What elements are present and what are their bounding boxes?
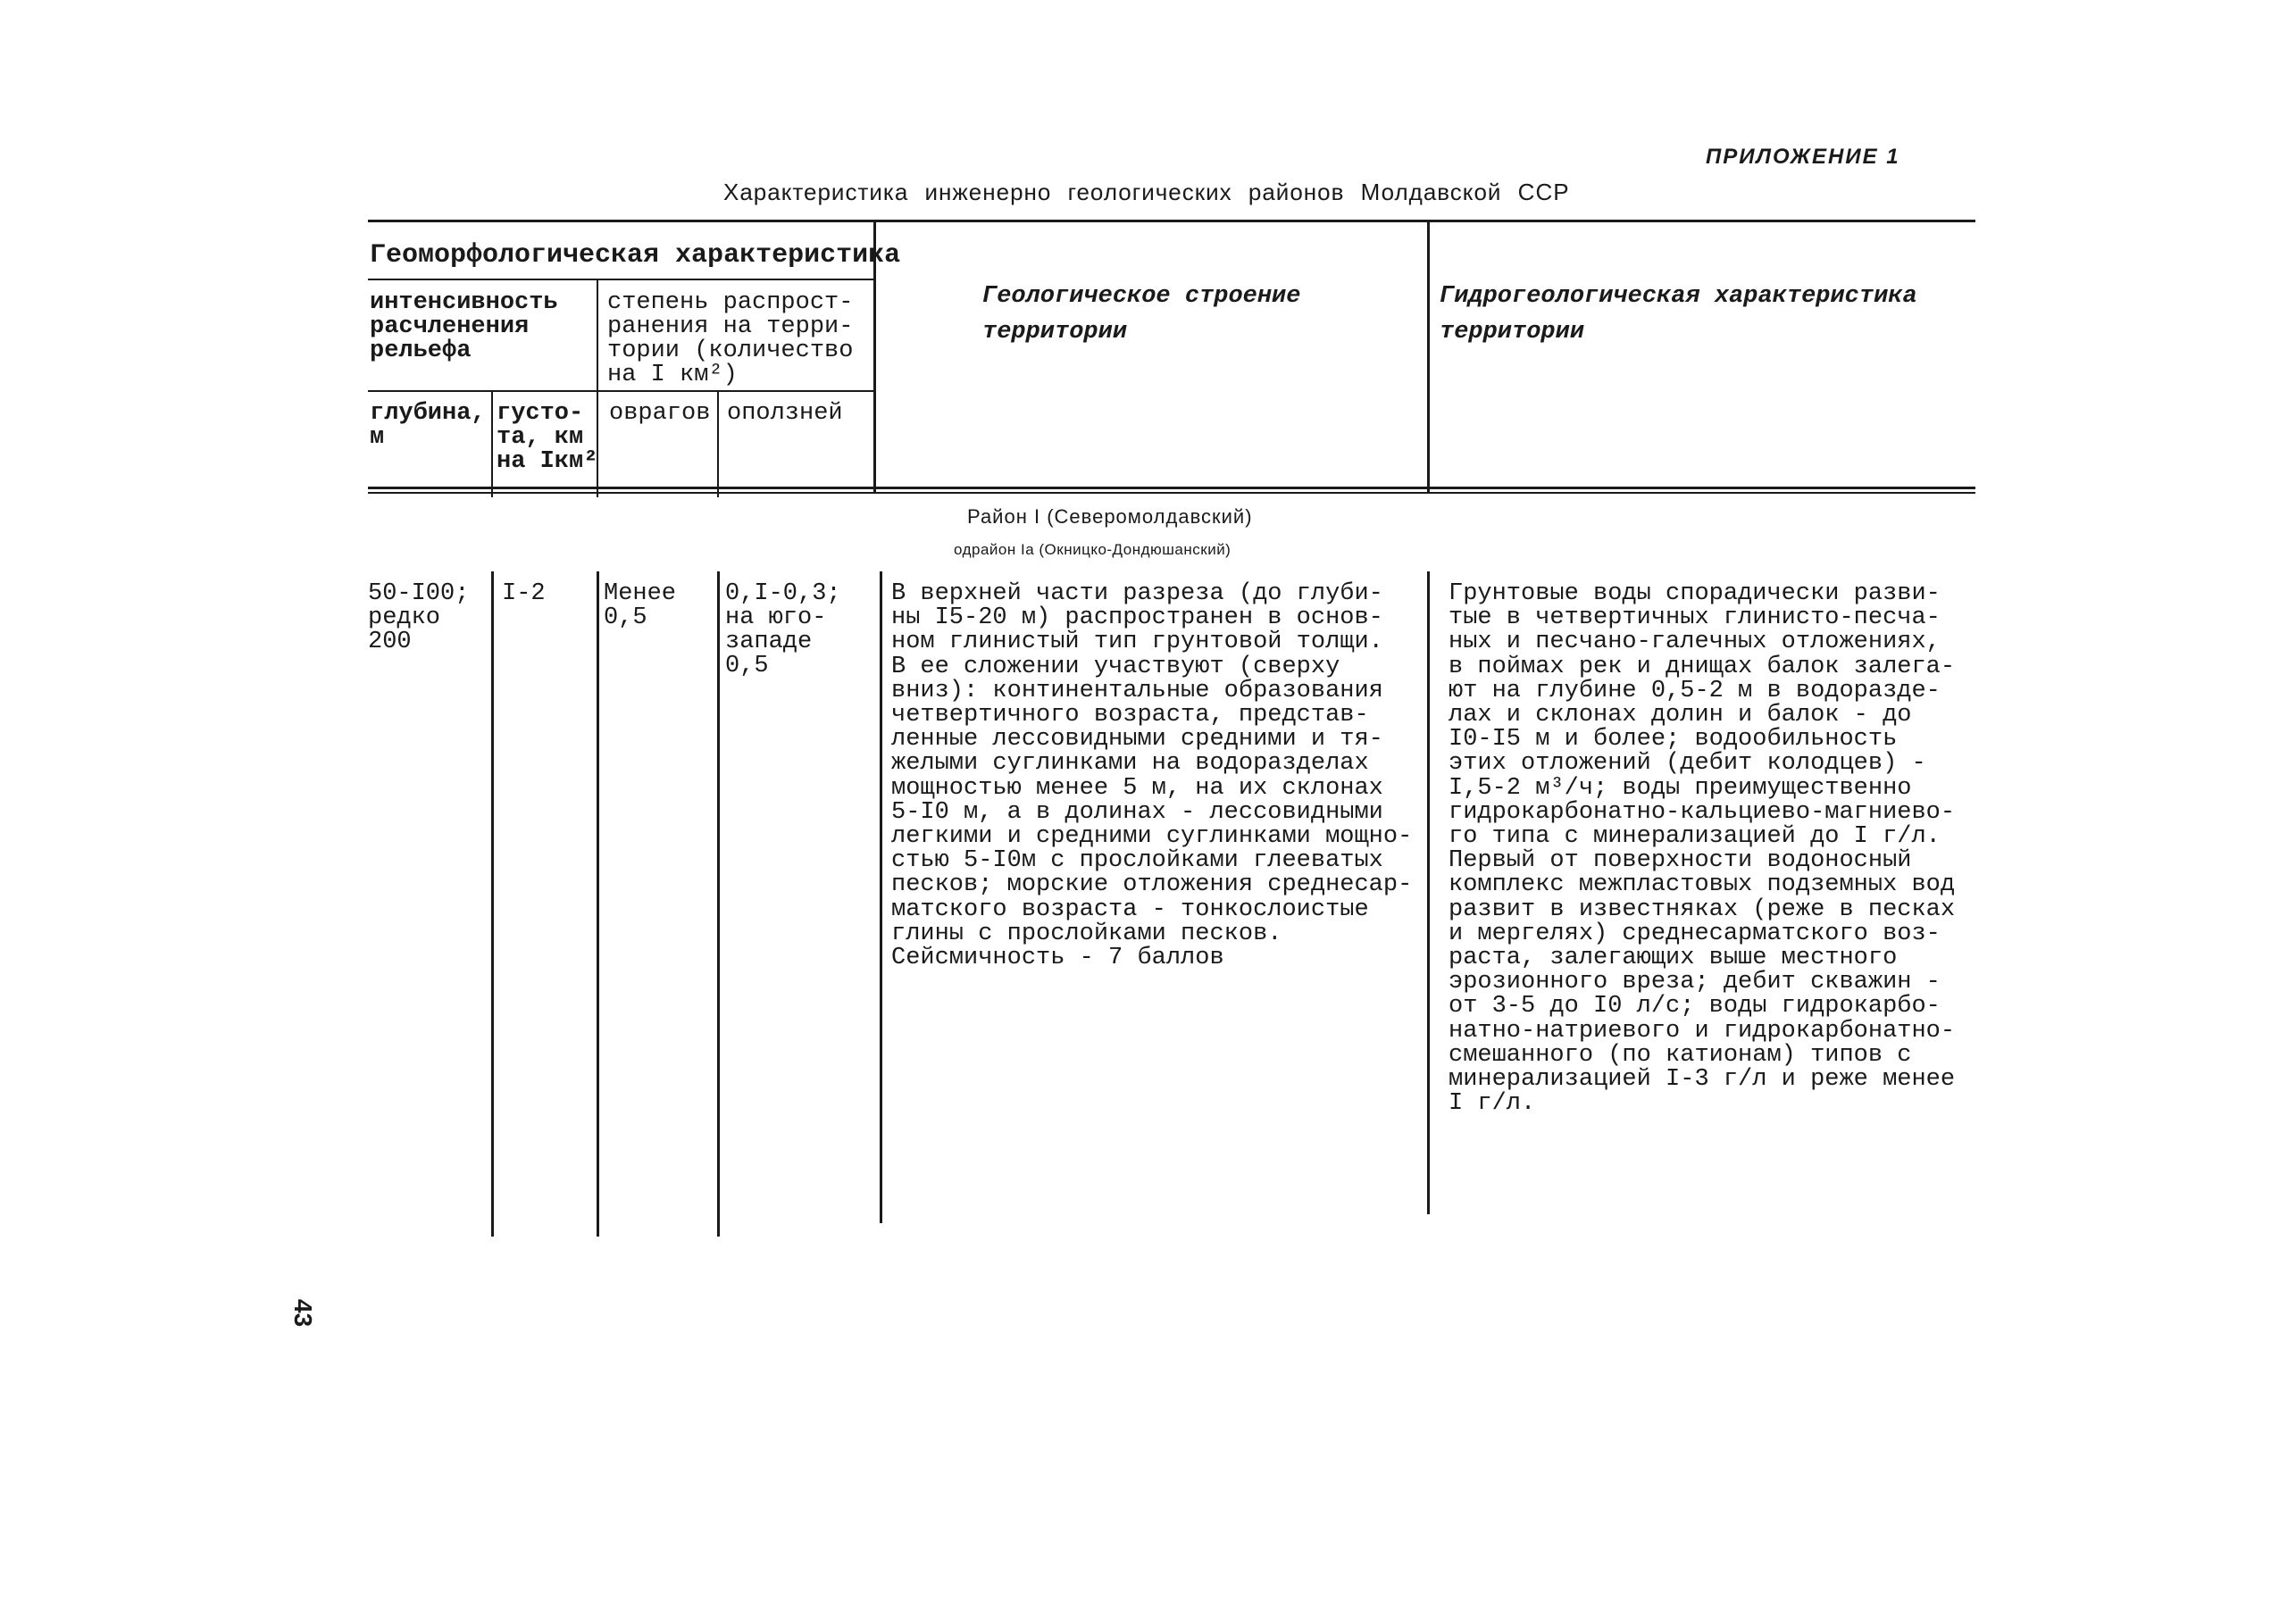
col-divider-geology	[1427, 220, 1430, 492]
region-subtitle: одрайон Iа (Окницко-Дондюшанский)	[954, 541, 1231, 558]
depth-header: глубина, м	[370, 400, 486, 451]
geology-text: В верхней части разреза (до глуби- ны I5-20 м) распространен в основ- ном глинистый тип грунтовой толщи. В ее сложении участвуют (сверху вниз): континентальные образования четвертичного возраста, представ- ленные лессовидными средними и тя- желыми суглинками на водоразделах мощностью менее 5 м, на их склонах 5-I0 м, а в долинах - лессовидными легкими и средними суглинками мощно- стью 5-I0м с прослойками глееватых песков; морские отложения среднесар- матского возраста - тонкослоистые глины с прослойками песков. Сейсмичность - 7 баллов	[891, 580, 1413, 972]
depth-value: 50-I00; редко 200	[368, 580, 470, 655]
col-divider-depth	[491, 390, 493, 497]
body-col-divider-4	[880, 571, 882, 1223]
hydrogeology-header: Гидрогеологическая характеристика территории	[1440, 283, 1917, 346]
table-top-rule	[368, 220, 1975, 222]
spread-degree-header: степень распрост- ранения на терри- тории (количество на I км²)	[607, 289, 854, 388]
ravines-header: оврагов	[609, 400, 711, 427]
header-bottom-rule-2	[368, 492, 1975, 494]
col-divider-ravines	[717, 390, 719, 497]
region-title: Район I (Северомолдавский)	[967, 505, 1253, 528]
body-col-divider-5	[1427, 571, 1430, 1214]
geomorph-divider	[368, 279, 873, 280]
appendix-label: ПРИЛОЖЕНИЕ 1	[1706, 145, 1900, 169]
hydrogeology-text: Грунтовые воды спорадически разви- тые в четвертичных глинисто-песча- ных и песчано-галечных отложениях, в поймах рек и днищах балок залега- ют на глубине 0,5-2 м в водоразде- лах и склонах долин и балок - до I0-I5 м и более; водообильность этих отложений (дебит колодцев) - I,5-2 м³/ч; воды преимущественно гидрокарбонатно-кальциево-магниево- го типа с минерализацией до I г/л. Первый от поверхности водоносный комплекс межпластовых подземных вод развит в известняках (реже в песках и мергелях) среднесарматского воз- раста, залегающих выше местного эрозионного вреза; дебит скважин - от 3-5 до I0 л/с; воды гидрокарбо- натно-натриевого и гидрокарбонатно- смешанного (по катионам) типов с минерализацией I-3 г/л и реже менее I г/л.	[1449, 580, 1956, 1118]
geomorph-header: Геоморфологическая характеристика	[370, 240, 901, 271]
relief-intensity-header: интенсивность расчленения рельефа	[370, 289, 558, 364]
landslides-header: оползней	[727, 400, 843, 427]
ravines-value: Менее 0,5	[604, 580, 677, 631]
geology-header: Геологическое строение территории	[982, 283, 1301, 346]
density-header: густо- та, км на Iкм²	[497, 400, 598, 475]
body-col-divider-3	[717, 571, 720, 1237]
document-title: Характеристика инженерно геологических районов Молдавской ССР	[723, 179, 1570, 205]
page-number: 43	[289, 1299, 317, 1328]
header-bottom-rule	[368, 487, 1975, 489]
subheader-divider	[368, 390, 873, 392]
landslides-value: 0,I-0,3; на юго- западе 0,5	[725, 580, 841, 679]
body-col-divider-1	[491, 571, 494, 1237]
body-col-divider-2	[597, 571, 599, 1237]
density-value: I-2	[502, 580, 546, 607]
